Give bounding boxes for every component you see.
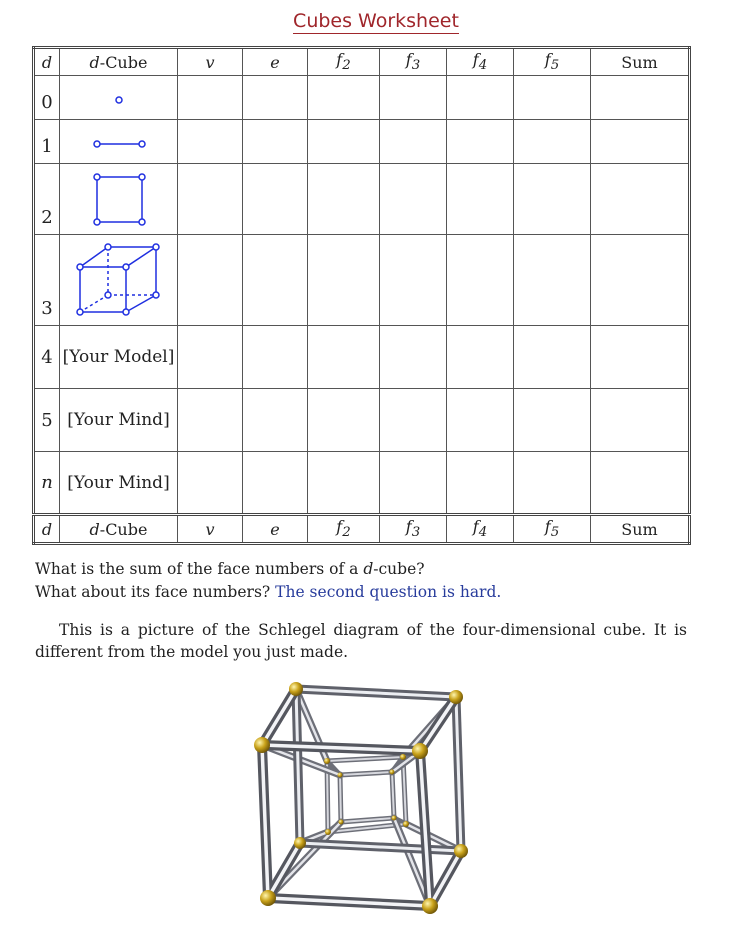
header-d-cube: d-Cube bbox=[60, 48, 178, 76]
footer-v: v bbox=[178, 515, 243, 544]
footer-f5: $f_5$ bbox=[514, 515, 591, 544]
header-f3: $f_3$ bbox=[380, 48, 447, 76]
footer-d: d bbox=[34, 515, 60, 544]
row-d: 0 bbox=[34, 76, 60, 120]
row-d: 5 bbox=[34, 389, 60, 452]
row-d: 2 bbox=[34, 164, 60, 235]
footer-f4: $f_4$ bbox=[447, 515, 514, 544]
header-v: v bbox=[178, 48, 243, 76]
footer-d-cube: d-Cube bbox=[60, 515, 178, 544]
header-e: e bbox=[243, 48, 308, 76]
model-label: [Your Mind] bbox=[60, 389, 178, 452]
model-label: [Your Model] bbox=[60, 326, 178, 389]
hard-note: The second question is hard. bbox=[275, 583, 502, 601]
question-2: What about its face numbers? The second question is hard. bbox=[35, 583, 502, 601]
footer-sum: Sum bbox=[591, 515, 690, 544]
row-d: 3 bbox=[34, 235, 60, 326]
row-d: 4 bbox=[34, 326, 60, 389]
header-f5: $f_5$ bbox=[514, 48, 591, 76]
question-1: What is the sum of the face numbers of a d-cube? bbox=[35, 560, 425, 578]
page-title: Cubes Worksheet bbox=[293, 10, 459, 32]
footer-f2: $f_2$ bbox=[308, 515, 380, 544]
row-d: n bbox=[34, 452, 60, 515]
schlegel-paragraph: This is a picture of the Schlegel diagram of the four-dimensional cube. It is different from the model you just made. bbox=[35, 621, 687, 661]
header-f4: $f_4$ bbox=[447, 48, 514, 76]
header-d: d bbox=[34, 48, 60, 76]
model-label: [Your Mind] bbox=[60, 452, 178, 515]
header-f2: $f_2$ bbox=[308, 48, 380, 76]
row-d: 1 bbox=[34, 120, 60, 164]
footer-e: e bbox=[243, 515, 308, 544]
footer-f3: $f_3$ bbox=[380, 515, 447, 544]
header-sum: Sum bbox=[591, 48, 690, 76]
